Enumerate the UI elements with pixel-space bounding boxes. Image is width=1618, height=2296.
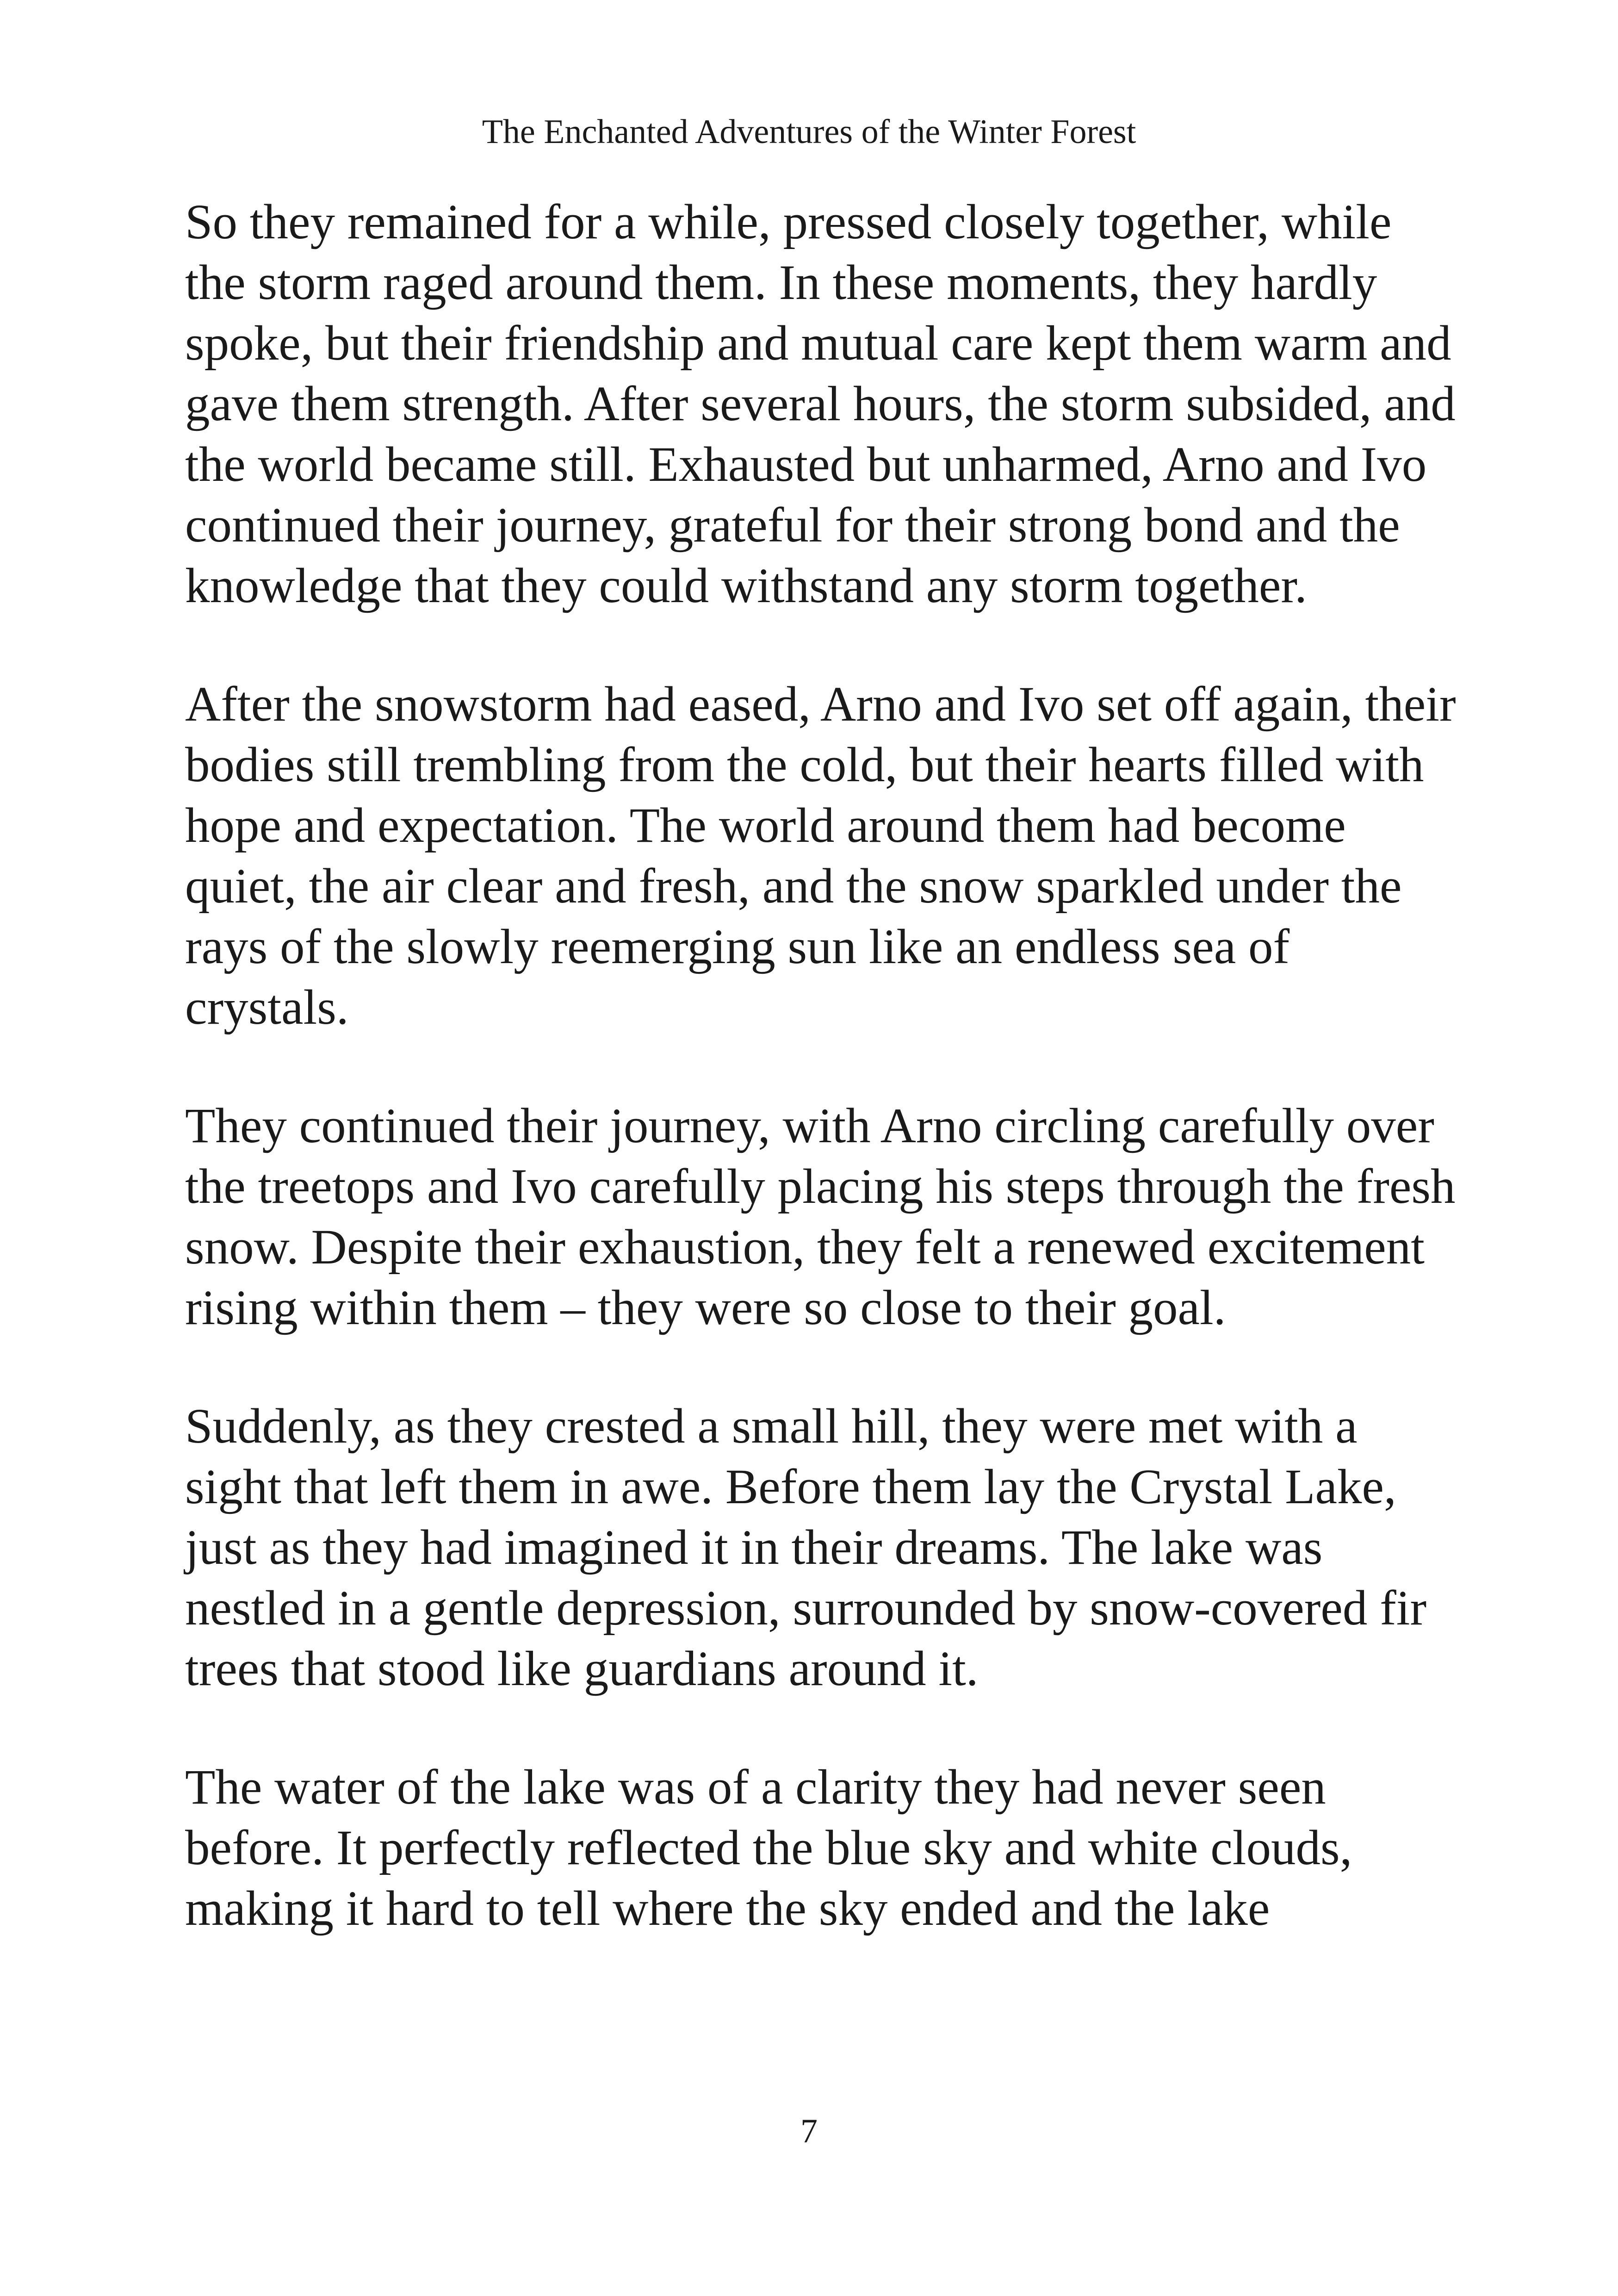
paragraph: Suddenly, as they crested a small hill, they were met with a sight that left them in awe. Before them lay the Crystal Lake, just as they had imagined it in their dreams. The lake was nestled in a gentle depression, surrounded by snow-covered fir trees that stood like guardians around it. <box>185 1399 1427 1696</box>
page-number: 7 <box>800 2112 818 2150</box>
running-header: The Enchanted Adventures of the Winter Forest <box>482 113 1136 151</box>
body-text <box>185 192 1462 1939</box>
paragraph: So they remained for a while, pressed closely together, while the storm raged around them. In these moments, they hardly spoke, but their friendship and mutual care kept them warm and gave them strength. After several hours, the storm subsided, and the world became still. Exhausted but unharmed, Arno and Ivo continued their journey, grateful for their strong bond and the knowledge that they could withstand any storm together. <box>185 195 1456 613</box>
paragraph: They continued their journey, with Arno circling carefully over the treetops and Ivo carefully placing his steps through the fresh snow. Despite their exhaustion, they felt a renewed excitement rising within them – they were so close to their goal. <box>185 1099 1456 1335</box>
paragraph: After the snowstorm had eased, Arno and Ivo set off again, their bodies still trembling from the cold, but their hearts filled with hope and expectation. The world around them had become quiet, the air clear and fresh, and the snow sparkled under the rays of the slowly reemerging sun like an endless sea of crystals. <box>185 677 1456 1035</box>
paragraph: The water of the lake was of a clarity they had never seen before. It perfectly reflected the blue sky and white clouds, making it hard to tell where the sky ended and the lake <box>185 1760 1352 1936</box>
